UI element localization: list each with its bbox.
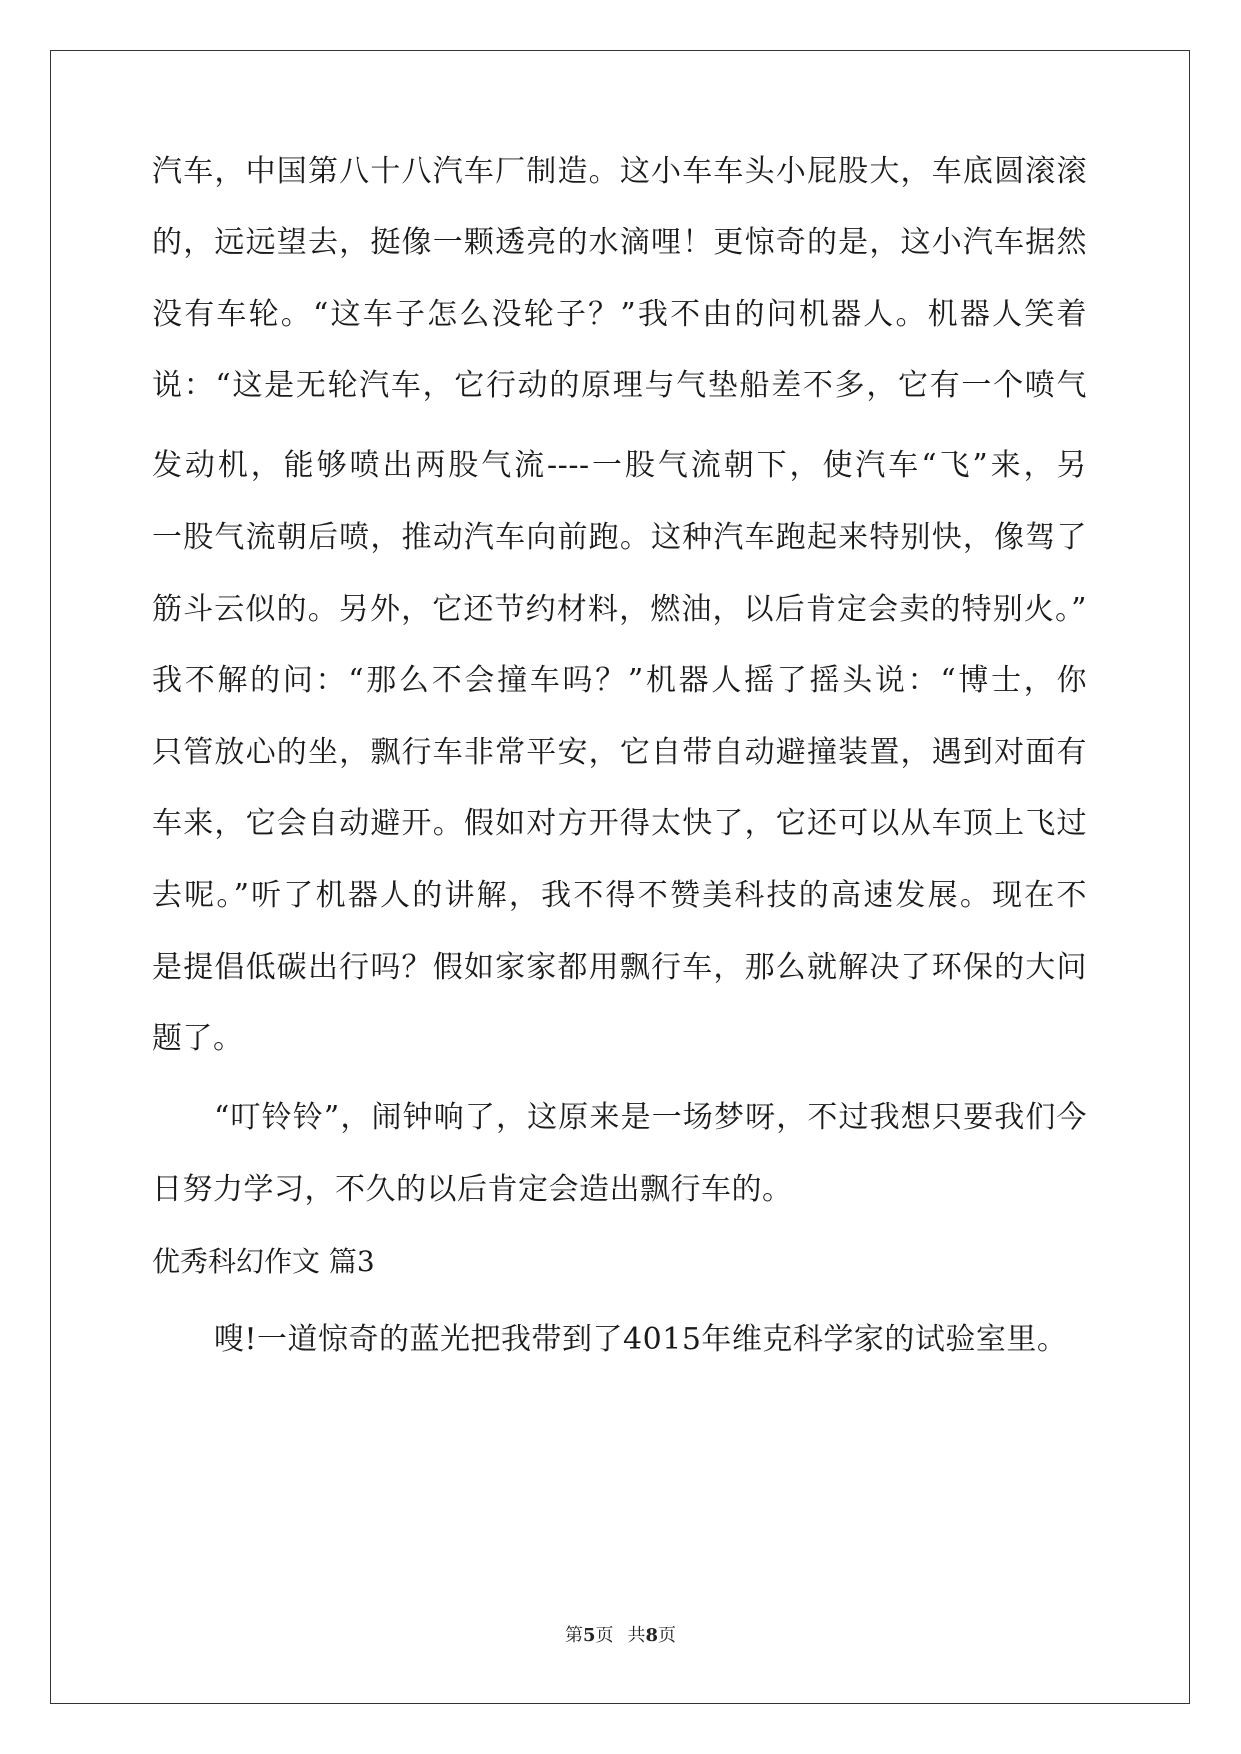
section-heading: 优秀科幻作文 篇3: [152, 1245, 375, 1278]
paragraph-first-line: 嗖!一道惊奇的蓝光把我带到了4015年维克科学家的试验室里。: [214, 1322, 1068, 1357]
body-text-line: 一股气流朝后喷，推动汽车向前跑。这种汽车跑起来特别快，像驾了: [152, 520, 1087, 555]
body-text-line: 说：“这是无轮汽车，它行动的原理与气垫船差不多，它有一个喷气: [152, 368, 1087, 403]
body-text-line: 发动机，能够喷出两股气流----一股气流朝下，使汽车“飞”来，另: [152, 448, 1087, 483]
body-text-line: 筋斗云似的。另外，它还节约材料，燃油，以后肯定会卖的特别火。”: [152, 592, 1087, 627]
page-prefix: 第: [564, 1625, 583, 1646]
page-unit: 页: [595, 1625, 614, 1646]
body-text-line: 汽车，中国第八十八汽车厂制造。这小车车头小屁股大，车底圆滚滚: [152, 154, 1087, 189]
body-text-line: 车来，它会自动避开。假如对方开得太快了，它还可以从车顶上飞过: [152, 806, 1087, 841]
page-footer: [0, 1624, 1241, 1648]
body-text-line: 没有车轮。“这车子怎么没轮子？”我不由的问机器人。机器人笑着: [152, 297, 1087, 332]
total-page-number: 8: [645, 1625, 659, 1646]
body-text-line: 我不解的问：“那么不会撞车吗？”机器人摇了摇头说：“博士，你: [152, 663, 1087, 698]
paragraph-first-line: “叮铃铃”，闹钟响了，这原来是一场梦呀，不过我想只要我们今: [214, 1100, 1087, 1135]
body-text-line: 只管放心的坐，飘行车非常平安，它自带自动避撞装置，遇到对面有: [152, 735, 1087, 770]
total-unit: 页: [658, 1625, 677, 1646]
body-text-line: 题了。: [152, 1021, 244, 1056]
body-text-line: 的，远远望去，挺像一颗透亮的水滴哩！更惊奇的是，这小汽车据然: [152, 225, 1087, 260]
body-text-line: 去呢。”听了机器人的讲解，我不得不赞美科技的高速发展。现在不: [152, 878, 1087, 913]
body-text-line: 是提倡低碳出行吗？假如家家都用飘行车，那么就解决了环保的大问: [152, 950, 1087, 985]
body-text-line: 日努力学习，不久的以后肯定会造出飘行车的。: [152, 1172, 793, 1207]
current-page-number: 5: [582, 1625, 596, 1646]
total-prefix: 共: [627, 1625, 646, 1646]
